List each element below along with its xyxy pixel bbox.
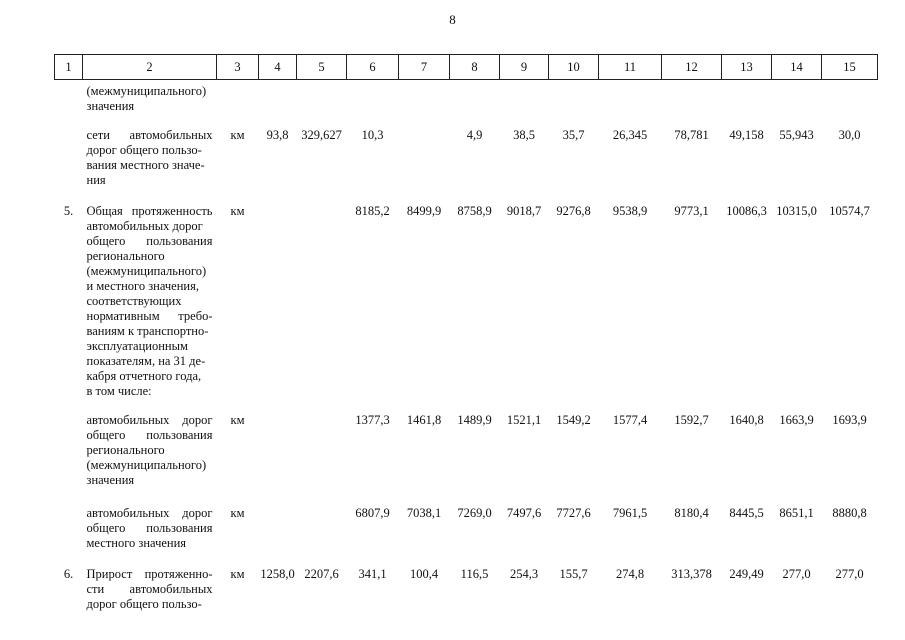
column-header: 2 (83, 55, 217, 80)
indicator-name-line: значения (86, 99, 135, 113)
value-cell: 1640,8 (729, 413, 764, 427)
indicator-name-line: регионального (86, 249, 165, 263)
indicator-name-line: эксплуатационным (86, 339, 188, 353)
indicator-name-line: сети автомобильных (86, 128, 213, 142)
value-cell: 9018,7 (506, 204, 542, 218)
value-cell (259, 188, 297, 399)
value-cell: 9276,8 (556, 204, 591, 218)
value-cell (297, 80, 347, 115)
value-cell: 78,781 (674, 128, 709, 142)
value-cell: 277,0 (835, 567, 864, 581)
value-cell: 313,378 (671, 567, 712, 581)
value-cell: 10315,0 (776, 204, 817, 218)
indicator-name-line: значения (86, 473, 135, 487)
value-cell (599, 80, 662, 115)
value-cell: 26,345 (612, 128, 648, 142)
table-row (55, 399, 878, 488)
indicator-name-line: регионального (86, 443, 165, 457)
value-cell (722, 80, 772, 115)
value-cell: 4,9 (466, 128, 483, 142)
indicator-name-line: общего пользования (86, 428, 213, 442)
column-header: 9 (500, 55, 549, 80)
table-row (55, 80, 878, 115)
indicator-name-line: (межмуниципального) (86, 264, 207, 278)
value-cell (500, 80, 549, 115)
value-cell: 2207,6 (304, 567, 339, 581)
value-cell: 8180,4 (674, 506, 709, 520)
row-index (55, 80, 83, 115)
indicator-name-line: в том числе: (86, 384, 152, 398)
column-header: 15 (822, 55, 878, 80)
value-cell: 249,49 (729, 567, 764, 581)
column-header: 10 (549, 55, 599, 80)
indicator-name-line: автомобильных дорог (86, 413, 213, 427)
value-cell: 8651,1 (779, 506, 814, 520)
value-cell: 93,8 (266, 128, 289, 142)
value-cell (297, 188, 347, 399)
indicator-name (83, 488, 217, 551)
value-cell: 1258,0 (260, 567, 295, 581)
value-cell: 30,0 (838, 128, 861, 142)
indicator-name (83, 188, 217, 399)
value-cell: 1377,3 (355, 413, 390, 427)
value-cell: 38,5 (513, 128, 535, 142)
value-cell: 341,1 (358, 567, 387, 581)
value-cell: 9773,1 (674, 204, 709, 218)
indicator-name-line: общего пользования (86, 521, 213, 535)
column-header: 11 (599, 55, 662, 80)
row-index (55, 488, 83, 551)
value-cell: 277,0 (782, 567, 811, 581)
indicator-name-line: и местного значения, (86, 279, 199, 293)
unit-cell: км (230, 506, 245, 520)
value-cell: 7961,5 (612, 506, 648, 520)
unit-cell: км (230, 413, 245, 427)
value-cell: 1521,1 (506, 413, 542, 427)
value-cell (772, 80, 822, 115)
row-index (55, 399, 83, 488)
indicator-name-line: ваниям к транспортно- (86, 324, 209, 338)
header-row (55, 55, 878, 80)
value-cell: 1693,9 (832, 413, 867, 427)
value-cell (399, 114, 450, 188)
column-header: 5 (297, 55, 347, 80)
unit-cell (217, 80, 259, 115)
table-row (55, 188, 878, 399)
indicator-name (83, 80, 217, 115)
value-cell: 274,8 (615, 567, 645, 581)
value-cell: 100,4 (409, 567, 439, 581)
column-header: 1 (55, 55, 83, 80)
value-cell: 49,158 (729, 128, 764, 142)
column-header: 7 (399, 55, 450, 80)
indicator-name-line: соответствующих (86, 294, 182, 308)
value-cell (297, 488, 347, 551)
indicator-name-line: сти автомобильных (86, 582, 213, 596)
value-cell: 10574,7 (829, 204, 870, 218)
indicator-name-line: автомобильных дорог (86, 219, 203, 233)
value-cell: 10,3 (361, 128, 384, 142)
indicator-name-line: дорог общего пользо- (86, 597, 202, 611)
indicator-name-line: Общая протяженность (86, 204, 213, 218)
column-header: 12 (662, 55, 722, 80)
value-cell: 1489,9 (457, 413, 492, 427)
value-cell: 8758,9 (457, 204, 492, 218)
indicator-name-line: нормативным требо- (86, 309, 213, 323)
indicator-name-line: местного значения (86, 536, 187, 550)
value-cell: 1461,8 (406, 413, 442, 427)
value-cell (399, 80, 450, 115)
value-cell: 254,3 (509, 567, 539, 581)
indicator-name-line: показателям, на 31 де- (86, 354, 206, 368)
value-cell (662, 80, 722, 115)
indicator-name-line: дорог общего пользо- (86, 143, 202, 157)
value-cell (347, 80, 399, 115)
unit-cell: км (230, 128, 245, 142)
value-cell (259, 488, 297, 551)
indicator-name-line: (межмуниципального) (86, 458, 207, 472)
unit-cell: км (230, 204, 245, 218)
indicator-name (83, 551, 217, 612)
column-header: 4 (259, 55, 297, 80)
value-cell (549, 80, 599, 115)
table-row (55, 488, 878, 551)
value-cell: 7497,6 (506, 506, 542, 520)
value-cell: 8445,5 (729, 506, 764, 520)
table-row (55, 114, 878, 188)
indicator-name-line: вания местного значе- (86, 158, 205, 172)
indicator-name-line: кабря отчетного года, (86, 369, 202, 383)
column-header: 14 (772, 55, 822, 80)
value-cell: 7727,6 (556, 506, 591, 520)
column-header: 6 (347, 55, 399, 80)
value-cell: 35,7 (562, 128, 585, 142)
indicator-name-line: Прирост протяженно- (86, 567, 213, 581)
indicator-name-line: автомобильных дорог (86, 506, 213, 520)
value-cell: 7038,1 (406, 506, 442, 520)
value-cell (297, 399, 347, 488)
value-cell: 155,7 (559, 567, 588, 581)
value-cell: 116,5 (460, 567, 489, 581)
value-cell: 1577,4 (612, 413, 648, 427)
row-index: 5. (63, 204, 74, 218)
unit-cell: км (230, 567, 245, 581)
value-cell (822, 80, 878, 115)
column-header: 13 (722, 55, 772, 80)
value-cell (259, 80, 297, 115)
indicator-name-line: (межмуниципального) (86, 84, 207, 98)
value-cell: 1592,7 (674, 413, 709, 427)
value-cell: 6807,9 (355, 506, 390, 520)
indicators-table (54, 54, 878, 612)
value-cell (450, 80, 500, 115)
indicator-name-line: ния (86, 173, 106, 187)
value-cell: 1663,9 (779, 413, 814, 427)
value-cell: 9538,9 (612, 204, 648, 218)
indicator-name (83, 114, 217, 188)
value-cell: 7269,0 (457, 506, 492, 520)
value-cell (259, 399, 297, 488)
table-row (55, 551, 878, 612)
value-cell: 329,627 (301, 128, 342, 142)
page-number: 8 (449, 12, 456, 27)
value-cell: 10086,3 (726, 204, 767, 218)
value-cell: 55,943 (779, 128, 814, 142)
indicator-name-line: общего пользования (86, 234, 213, 248)
value-cell: 8880,8 (832, 506, 867, 520)
indicator-name (83, 399, 217, 488)
column-header: 3 (217, 55, 259, 80)
row-index (55, 114, 83, 188)
row-index: 6. (63, 567, 74, 581)
value-cell: 8499,9 (406, 204, 442, 218)
value-cell: 1549,2 (556, 413, 591, 427)
value-cell: 8185,2 (355, 204, 390, 218)
column-header: 8 (450, 55, 500, 80)
